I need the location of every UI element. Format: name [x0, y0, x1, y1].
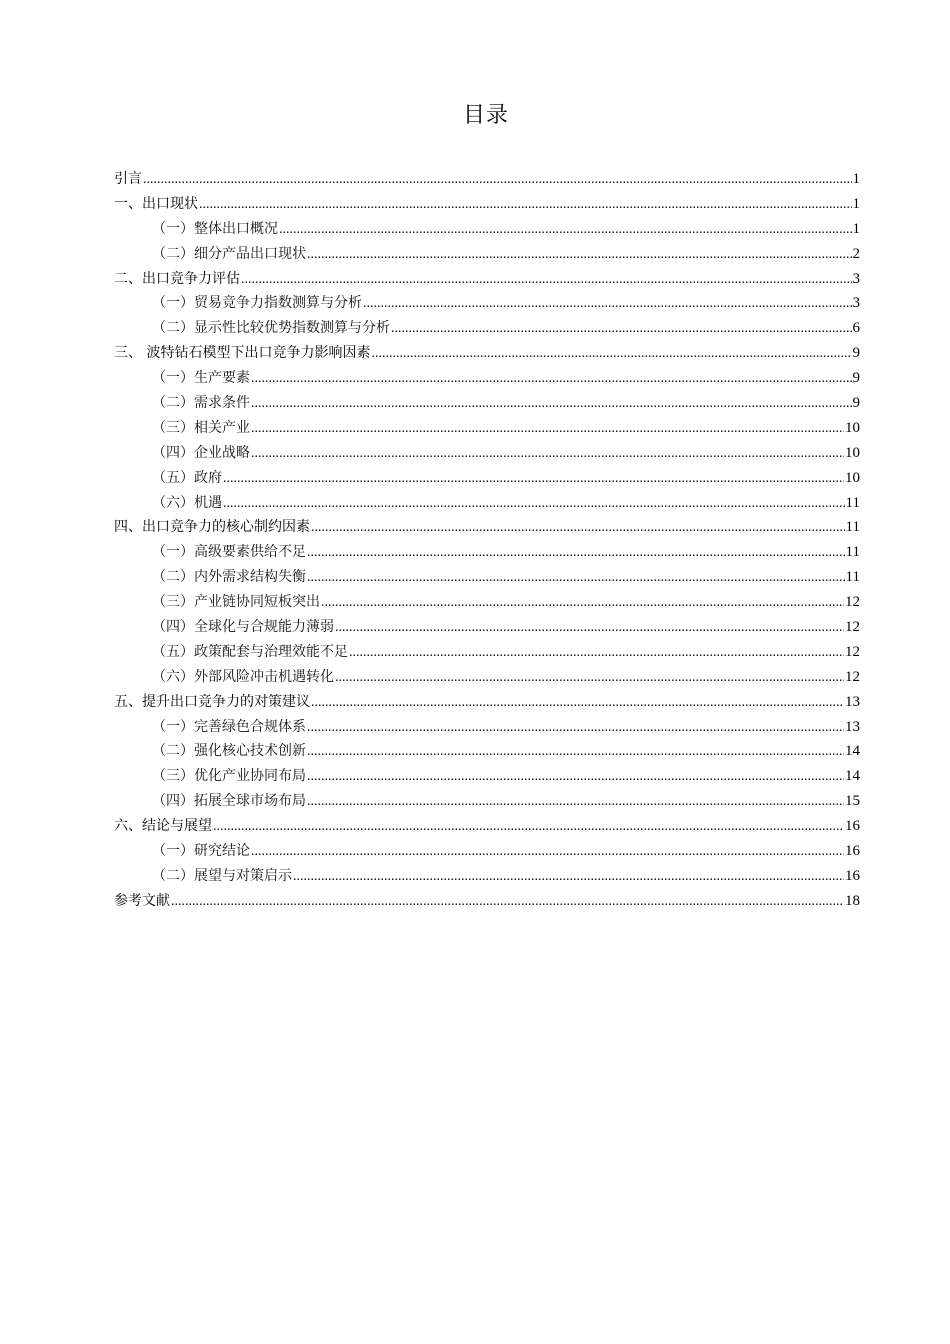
toc-subsection-entry[interactable] [114, 540, 860, 565]
toc-dot-leader [349, 641, 844, 666]
toc-page-number: 12 [845, 668, 860, 685]
toc-dot-leader [391, 317, 852, 342]
toc-subsection-entry[interactable] [114, 441, 860, 466]
toc-title: 目录 [462, 103, 509, 128]
toc-entry-label: 六、结论与展望 [114, 818, 212, 835]
toc-page-number: 10 [845, 419, 860, 436]
table-of-contents [114, 167, 860, 914]
toc-page-number: 10 [845, 444, 860, 461]
toc-subsection-entry[interactable] [114, 466, 860, 491]
toc-page-number: 16 [845, 843, 860, 860]
toc-subsection-entry[interactable] [114, 416, 860, 441]
toc-page-number: 11 [845, 519, 860, 536]
toc-entry-label: 参考文献 [114, 892, 170, 909]
toc-page-number: 14 [845, 743, 860, 760]
toc-entry-label: （二）显示性比较优势指数测算与分析 [152, 320, 390, 337]
toc-page-number: 11 [845, 569, 860, 586]
toc-entry-label: 四、出口竞争力的核心制约因素 [114, 519, 310, 536]
toc-dot-leader [213, 815, 844, 840]
toc-dot-leader [171, 890, 844, 915]
toc-subsection-entry[interactable] [114, 565, 860, 590]
toc-entry-label: （二）细分产品出口现状 [152, 245, 306, 262]
toc-entry-label: （二）需求条件 [152, 395, 250, 412]
toc-subsection-entry[interactable] [114, 640, 860, 665]
toc-dot-leader [199, 193, 852, 218]
toc-dot-leader [251, 392, 852, 417]
toc-section-entry[interactable] [114, 515, 860, 540]
toc-entry-label: （四）拓展全球市场布局 [152, 793, 306, 810]
toc-dot-leader [311, 691, 844, 716]
toc-page-number: 9 [852, 370, 860, 387]
toc-subsection-entry[interactable] [114, 739, 860, 764]
toc-entry-label: 五、提升出口竞争力的对策建议 [114, 693, 310, 710]
toc-entry-label: 二、出口竞争力评估 [114, 270, 240, 287]
toc-page-number: 1 [852, 195, 860, 212]
toc-page-number: 11 [845, 494, 860, 511]
toc-page-number: 6 [852, 320, 860, 337]
toc-dot-leader [293, 865, 844, 890]
toc-entry-label: （二）强化核心技术创新 [152, 743, 306, 760]
toc-page-number: 15 [845, 793, 860, 810]
toc-page-number: 3 [852, 295, 860, 312]
toc-dot-leader [363, 292, 852, 317]
toc-entry-label: （二）展望与对策启示 [152, 867, 292, 884]
toc-entry-label: （四）全球化与合规能力薄弱 [152, 619, 334, 636]
toc-subsection-entry[interactable] [114, 242, 860, 267]
toc-subsection-entry[interactable] [114, 764, 860, 789]
toc-dot-leader [371, 342, 851, 367]
toc-dot-leader [279, 218, 852, 243]
toc-entry-label: （一）整体出口概况 [152, 220, 278, 237]
toc-dot-leader [307, 740, 844, 765]
toc-entry-label: 一、出口现状 [114, 195, 198, 212]
toc-entry-label: （一）高级要素供给不足 [152, 544, 306, 561]
toc-entry-label: （三）优化产业协同布局 [152, 768, 306, 785]
toc-page-number: 3 [852, 270, 860, 287]
toc-page-number: 12 [845, 594, 860, 611]
toc-entry-label: （一）贸易竞争力指数测算与分析 [152, 295, 362, 312]
toc-entry-label: （四）企业战略 [152, 444, 250, 461]
toc-dot-leader [251, 840, 844, 865]
toc-page-number: 1 [852, 171, 860, 187]
toc-subsection-entry[interactable] [114, 715, 860, 740]
toc-entry-label: （六）机遇 [152, 494, 222, 511]
toc-page-number: 11 [845, 544, 860, 561]
toc-section-entry[interactable] [114, 814, 860, 839]
toc-subsection-entry[interactable] [114, 590, 860, 615]
toc-dot-leader [307, 541, 845, 566]
toc-dot-leader [307, 243, 852, 268]
toc-section-entry[interactable] [114, 192, 860, 217]
toc-dot-leader [251, 442, 844, 467]
toc-dot-leader [251, 417, 844, 442]
toc-subsection-entry[interactable] [114, 391, 860, 416]
toc-dot-leader [335, 616, 844, 641]
toc-dot-leader [307, 790, 844, 815]
toc-section-entry[interactable] [114, 889, 860, 914]
toc-dot-leader [223, 467, 844, 492]
toc-page-number: 9 [852, 345, 860, 362]
toc-entry-label: （三）相关产业 [152, 419, 250, 436]
toc-page-number: 14 [845, 768, 860, 785]
toc-subsection-entry[interactable] [114, 615, 860, 640]
toc-page-number: 13 [845, 718, 860, 735]
toc-page-number: 1 [852, 220, 860, 237]
toc-dot-leader [241, 268, 852, 293]
toc-subsection-entry[interactable] [114, 839, 860, 864]
toc-entry-label: 三、 波特钻石模型下出口竞争力影响因素 [114, 345, 371, 362]
toc-entry-label: （一）完善绿色合规体系 [152, 718, 306, 735]
toc-entry-label: （一）研究结论 [152, 843, 250, 860]
toc-entry-label: （五）政策配套与治理效能不足 [152, 643, 348, 660]
toc-dot-leader [311, 516, 845, 541]
toc-dot-leader [251, 367, 852, 392]
toc-dot-leader [223, 492, 845, 517]
toc-subsection-entry[interactable] [114, 665, 860, 690]
toc-subsection-entry[interactable] [114, 491, 860, 516]
toc-dot-leader [335, 666, 844, 691]
toc-page-number: 16 [845, 867, 860, 884]
toc-page-number: 18 [845, 892, 860, 909]
toc-section-entry[interactable] [114, 167, 860, 192]
toc-page-number: 9 [852, 395, 860, 412]
toc-dot-leader [307, 566, 845, 591]
toc-entry-label: （六）外部风险冲击机遇转化 [152, 668, 334, 685]
toc-page-number: 2 [852, 245, 860, 262]
toc-dot-leader [143, 168, 852, 193]
toc-page-number: 16 [845, 818, 860, 835]
toc-entry-label: （五）政府 [152, 469, 222, 486]
toc-subsection-entry[interactable] [114, 217, 860, 242]
toc-section-entry[interactable] [114, 267, 860, 292]
toc-subsection-entry[interactable] [114, 291, 860, 316]
toc-entry-label: （二）内外需求结构失衡 [152, 569, 306, 586]
toc-section-entry[interactable] [114, 690, 860, 715]
toc-entry-label: （一）生产要素 [152, 370, 250, 387]
toc-dot-leader [307, 716, 844, 741]
toc-page-number: 13 [845, 693, 860, 710]
toc-page-number: 12 [845, 619, 860, 636]
toc-subsection-entry[interactable] [114, 864, 860, 889]
toc-subsection-entry[interactable] [114, 789, 860, 814]
toc-subsection-entry[interactable] [114, 316, 860, 341]
toc-section-entry[interactable] [114, 341, 860, 366]
toc-dot-leader [307, 765, 844, 790]
toc-entry-label: 引言 [114, 171, 142, 187]
toc-page-number: 12 [845, 643, 860, 660]
toc-page-number: 10 [845, 469, 860, 486]
toc-dot-leader [321, 591, 844, 616]
toc-subsection-entry[interactable] [114, 366, 860, 391]
toc-entry-label: （三）产业链协同短板突出 [152, 594, 320, 611]
